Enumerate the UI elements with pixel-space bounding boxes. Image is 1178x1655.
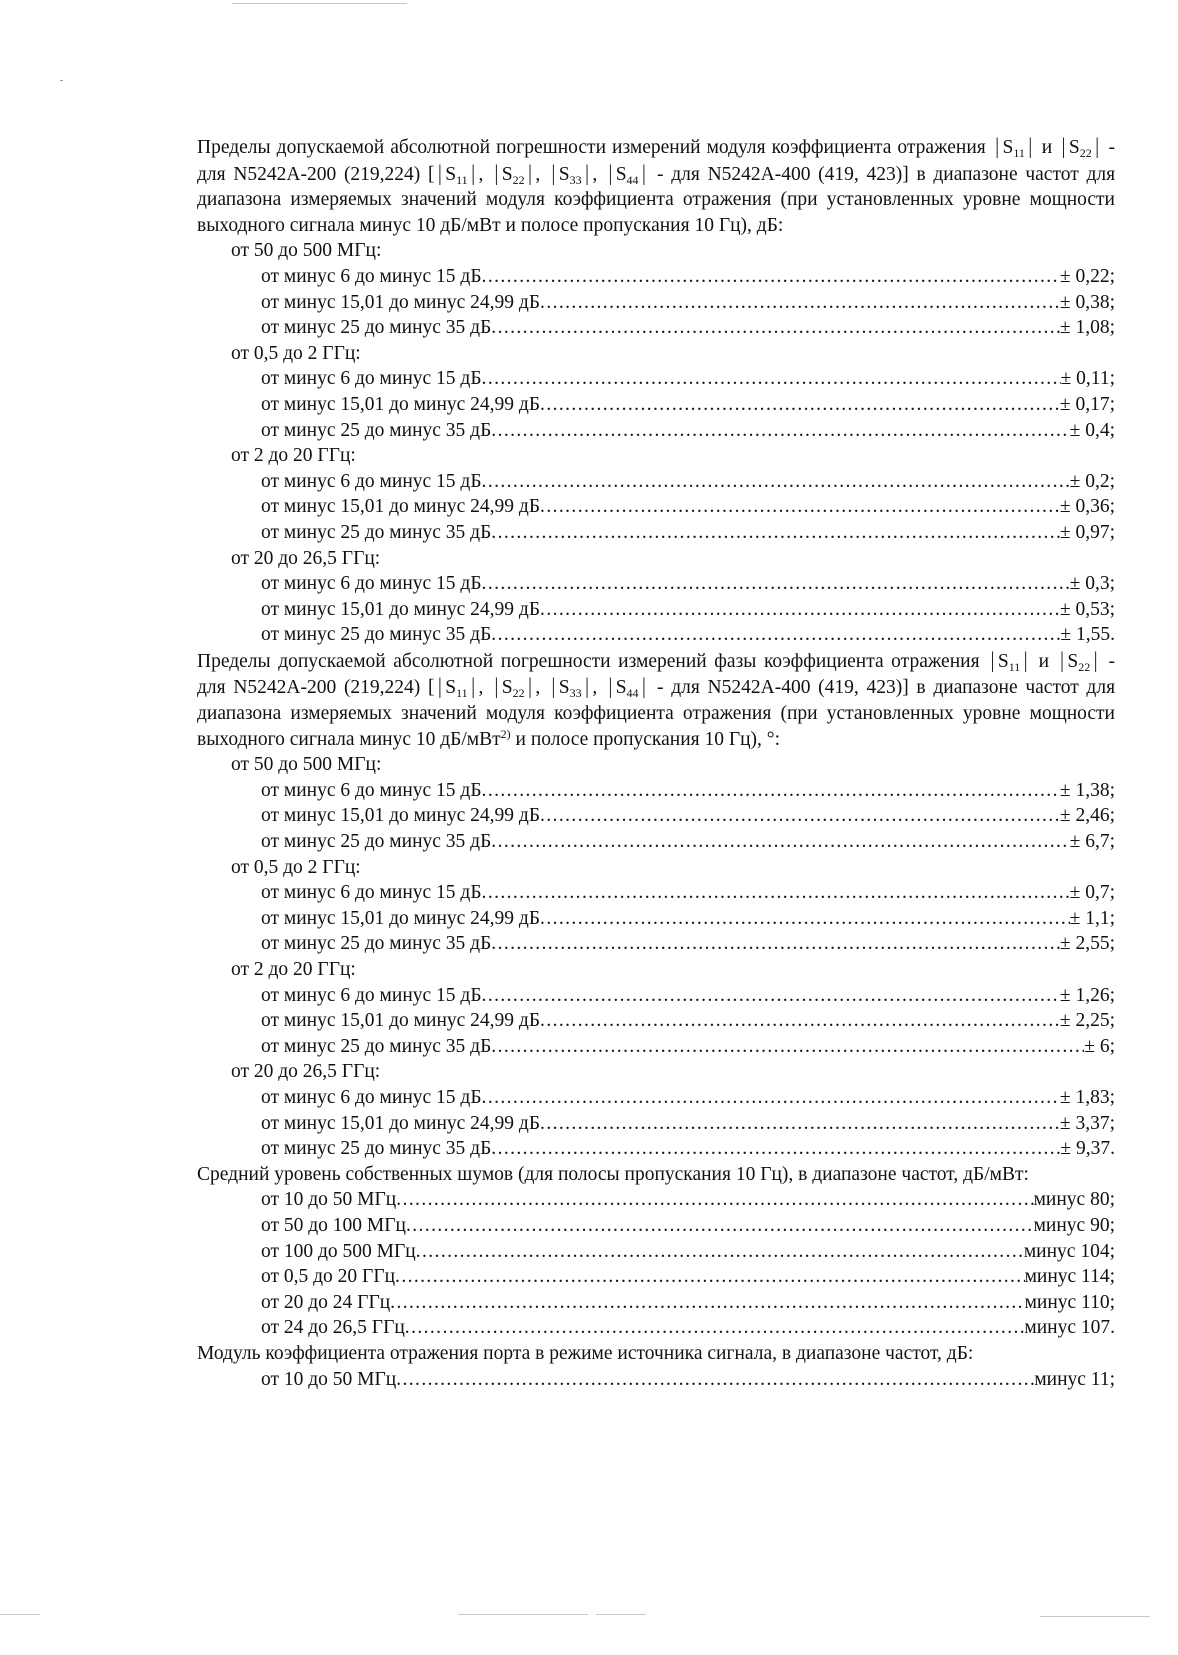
s11-term: | $S_{11}$ | <box>989 647 1030 674</box>
row-label: от 100 до 500 МГц <box>261 1240 416 1262</box>
dot-leader <box>491 418 1069 444</box>
noise-intro-paragraph: Средний уровень собственных шумов (для полосы пропускания 10 Гц), в диапазоне частот, дБ/мВт: <box>197 1163 1029 1185</box>
dot-leader <box>482 366 1061 392</box>
row-value: ± 0,3; <box>1069 573 1115 595</box>
value-row <box>197 597 1115 623</box>
frequency-group-title: от 2 до 20 ГГц: <box>231 959 356 980</box>
document-page <box>197 134 1115 1392</box>
row-label: от минус 6 до минус 15 дБ <box>261 265 482 287</box>
dot-leader <box>482 1085 1060 1111</box>
row-value: ± 0,53; <box>1059 598 1115 620</box>
value-row <box>197 571 1115 597</box>
value-row <box>197 778 1115 804</box>
dot-leader <box>540 803 1060 829</box>
row-value: ± 0,11; <box>1060 368 1115 390</box>
dot-leader <box>406 1213 1034 1239</box>
frequency-group-title: от 0,5 до 2 ГГц: <box>231 856 361 878</box>
row-value: минус 110; <box>1024 1291 1115 1313</box>
row-label: от минус 15,01 до минус 24,99 дБ <box>261 805 541 827</box>
row-label: от минус 6 до минус 15 дБ <box>261 573 482 595</box>
row-value: ± 0,22; <box>1059 265 1115 287</box>
row-value: минус 90; <box>1033 1214 1115 1236</box>
row-value: ± 1,55. <box>1060 624 1115 646</box>
frequency-group-title: от 50 до 500 МГц: <box>231 240 382 262</box>
s11-term: | $S_{11}$ | <box>436 160 477 187</box>
value-row <box>197 803 1115 829</box>
row-value: ± 3,37; <box>1059 1112 1115 1134</box>
frequency-group-title: от 20 до 26,5 ГГц: <box>231 547 381 569</box>
s33-term: | $S_{33}$ | <box>549 674 591 701</box>
frequency-group-title: от 2 до 20 ГГц: <box>231 445 356 467</box>
dot-leader <box>491 622 1060 648</box>
row-label: от минус 15,01 до минус 24,99 дБ <box>261 496 541 518</box>
frequency-group-title: от 50 до 500 МГц: <box>231 754 382 776</box>
dot-leader <box>540 1111 1060 1137</box>
row-label: от минус 15,01 до минус 24,99 дБ <box>261 1112 541 1134</box>
row-value: ± 1,26; <box>1059 984 1115 1006</box>
s11-term: | $S_{11}$ | <box>436 674 477 701</box>
dot-leader <box>491 1136 1060 1162</box>
row-label: от минус 25 до минус 35 дБ <box>261 1138 492 1160</box>
magnitude-intro-paragraph: Пределы допускаемой абсолютной погрешности измерений модуля коэффициента отражения | $S_{11}$ | и | $S_{22}$ | - для N5242A-200 (219,224) [ | $S_{11}$ | , | $S_{22}$ | , | $S_{33}$ | , | $S_{44}$ | - для N5242A-400 (419, 423)] в диапазоне частот для диапазона измеряемых значений модуля коэффициента отражения (при установленных уровне мощности выходного сигнала минус 10 дБ/мВт и полосе пропускания 10 Гц), дБ: <box>197 134 1116 236</box>
value-row <box>197 366 1115 392</box>
row-value: ± 1,1; <box>1069 907 1115 929</box>
reflection-list <box>197 1367 1115 1393</box>
dot-leader <box>491 520 1060 546</box>
dot-leader <box>482 983 1060 1009</box>
value-row <box>197 290 1115 316</box>
row-value: ± 0,4; <box>1069 419 1115 441</box>
value-row <box>197 1367 1115 1393</box>
row-label: от минус 25 до минус 35 дБ <box>261 831 492 853</box>
row-value: ± 0,97; <box>1059 521 1115 543</box>
value-row <box>197 469 1115 495</box>
row-label: от минус 15,01 до минус 24,99 дБ <box>261 291 541 313</box>
s44-term: | $S_{44}$ | <box>606 674 648 701</box>
frequency-group <box>197 1059 1115 1161</box>
dot-leader <box>540 597 1060 623</box>
row-value: минус 11; <box>1034 1368 1115 1390</box>
value-row <box>197 906 1115 932</box>
value-row <box>197 1213 1115 1239</box>
value-row <box>197 1290 1115 1316</box>
value-row <box>197 392 1115 418</box>
value-row <box>197 1034 1115 1060</box>
dot-leader <box>482 264 1060 290</box>
dot-leader <box>491 829 1069 855</box>
row-label: от минус 6 до минус 15 дБ <box>261 368 482 390</box>
row-value: ± 6; <box>1084 1035 1115 1057</box>
dot-leader <box>395 1264 1025 1290</box>
dot-leader <box>396 1187 1033 1213</box>
row-label: от минус 15,01 до минус 24,99 дБ <box>261 907 541 929</box>
dot-leader <box>540 392 1060 418</box>
footnote-ref: 2) <box>500 726 511 741</box>
row-value: ± 0,17; <box>1059 393 1115 415</box>
dot-leader <box>396 1367 1034 1393</box>
dot-leader <box>540 290 1060 316</box>
row-label: от 50 до 100 МГц <box>261 1214 406 1236</box>
row-label: от минус 6 до минус 15 дБ <box>261 1086 482 1108</box>
row-label: от 20 до 24 ГГц <box>261 1291 391 1313</box>
frequency-group <box>197 546 1115 648</box>
row-label: от 10 до 50 МГц <box>261 1189 397 1211</box>
row-value: ± 2,46; <box>1059 805 1115 827</box>
s22-term: | $S_{22}$ | <box>1060 134 1101 160</box>
frequency-group <box>197 341 1115 443</box>
row-label: от минус 6 до минус 15 дБ <box>261 779 482 801</box>
frequency-group <box>197 752 1115 854</box>
row-label: от минус 15,01 до минус 24,99 дБ <box>261 1010 541 1032</box>
scan-artifact-bottom-1 <box>458 1614 588 1615</box>
dot-leader <box>482 571 1070 597</box>
dot-leader <box>491 1034 1084 1060</box>
value-row <box>197 494 1115 520</box>
value-row <box>197 1187 1115 1213</box>
frequency-group <box>197 957 1115 1059</box>
row-label: от 10 до 50 МГц <box>261 1368 397 1390</box>
value-row <box>197 622 1115 648</box>
row-value: ± 6,7; <box>1069 831 1115 853</box>
scan-mark <box>60 80 63 81</box>
row-value: ± 2,55; <box>1059 933 1115 955</box>
value-row <box>197 1008 1115 1034</box>
dot-leader <box>405 1315 1025 1341</box>
value-row <box>197 264 1115 290</box>
frequency-group <box>197 238 1115 340</box>
row-label: от минус 25 до минус 35 дБ <box>261 419 492 441</box>
row-label: от минус 6 до минус 15 дБ <box>261 984 482 1006</box>
value-row <box>197 1315 1115 1341</box>
dot-leader <box>491 315 1060 341</box>
s33-term: | $S_{33}$ | <box>549 160 591 187</box>
dot-leader <box>390 1290 1024 1316</box>
row-label: от минус 25 до минус 35 дБ <box>261 933 492 955</box>
row-value: ± 9,37. <box>1060 1138 1115 1160</box>
scan-artifact-top <box>232 3 407 4</box>
phase-intro-paragraph: Пределы допускаемой абсолютной погрешности измерений фазы коэффициента отражения | $S_{11}$ | и | $S_{22}$ | - для N5242A-200 (219,224) [ | $S_{11}$ | , | $S_{22}$ | , | $S_{33}$ | , | $S_{44}$ | - для N5242A-400 (419, 423)] в диапазоне частот для диапазона измеряемых значений модуля коэффициента отражения (при установленных уровне мощности выходного сигнала минус 10 дБ/мВт$^{2)}$ и полосе пропускания 10 Гц), °: <box>197 647 1116 750</box>
s22-term: | $S_{22}$ | <box>493 160 534 187</box>
reflection-intro-paragraph: Модуль коэффициента отражения порта в режиме источника сигнала, в диапазоне частот, дБ: <box>197 1342 974 1364</box>
dot-leader <box>482 880 1070 906</box>
frequency-group <box>197 443 1115 545</box>
row-label: от 0,5 до 20 ГГц <box>261 1266 396 1288</box>
value-row <box>197 1111 1115 1137</box>
row-value: минус 80; <box>1033 1189 1115 1211</box>
value-row <box>197 418 1115 444</box>
value-row <box>197 1085 1115 1111</box>
phase-error-list <box>197 752 1115 1162</box>
row-label: от минус 25 до минус 35 дБ <box>261 317 492 339</box>
row-label: от 24 до 26,5 ГГц <box>261 1317 405 1339</box>
noise-level-list <box>197 1187 1115 1341</box>
dot-leader <box>482 469 1070 495</box>
row-value: ± 0,2; <box>1069 470 1115 492</box>
row-value: минус 104; <box>1023 1240 1115 1262</box>
value-row <box>197 829 1115 855</box>
dot-leader <box>491 931 1060 957</box>
value-row <box>197 1136 1115 1162</box>
frequency-group <box>197 855 1115 957</box>
row-value: ± 0,38; <box>1059 291 1115 313</box>
frequency-group-title: от 20 до 26,5 ГГц: <box>231 1061 381 1083</box>
value-row <box>197 1239 1115 1265</box>
scan-artifact-bottom-3 <box>1040 1616 1150 1617</box>
s22-term: | $S_{22}$ | <box>1058 647 1099 674</box>
value-row <box>197 315 1115 341</box>
scan-artifact-bottom-4 <box>0 1614 40 1615</box>
row-value: минус 107. <box>1024 1317 1115 1339</box>
dot-leader <box>416 1239 1024 1265</box>
row-value: ± 0,7; <box>1069 882 1115 904</box>
frequency-group-title: от 0,5 до 2 ГГц: <box>231 342 361 364</box>
value-row <box>197 983 1115 1009</box>
s11-term: | $S_{11}$ | <box>993 134 1034 160</box>
row-value: ± 2,25; <box>1059 1010 1115 1032</box>
value-row <box>197 1264 1115 1290</box>
row-value: минус 114; <box>1024 1266 1115 1288</box>
row-label: от минус 25 до минус 35 дБ <box>261 521 492 543</box>
row-label: от минус 6 до минус 15 дБ <box>261 470 482 492</box>
scan-artifact-bottom-2 <box>596 1614 646 1615</box>
row-value: ± 1,38; <box>1059 779 1115 801</box>
row-label: от минус 25 до минус 35 дБ <box>261 1035 492 1057</box>
dot-leader <box>540 1008 1060 1034</box>
dot-leader <box>482 778 1060 804</box>
row-label: от минус 15,01 до минус 24,99 дБ <box>261 393 541 415</box>
value-row <box>197 880 1115 906</box>
dot-leader <box>540 906 1070 932</box>
s44-term: | $S_{44}$ | <box>606 160 648 187</box>
row-value: ± 1,08; <box>1059 317 1115 339</box>
row-label: от минус 25 до минус 35 дБ <box>261 624 492 646</box>
row-label: от минус 15,01 до минус 24,99 дБ <box>261 598 541 620</box>
row-label: от минус 6 до минус 15 дБ <box>261 882 482 904</box>
dot-leader <box>540 494 1060 520</box>
row-value: ± 1,83; <box>1059 1086 1115 1108</box>
value-row <box>197 520 1115 546</box>
magnitude-error-list <box>197 238 1115 648</box>
row-value: ± 0,36; <box>1059 496 1115 518</box>
s22-term: | $S_{22}$ | <box>493 674 534 701</box>
value-row <box>197 931 1115 957</box>
